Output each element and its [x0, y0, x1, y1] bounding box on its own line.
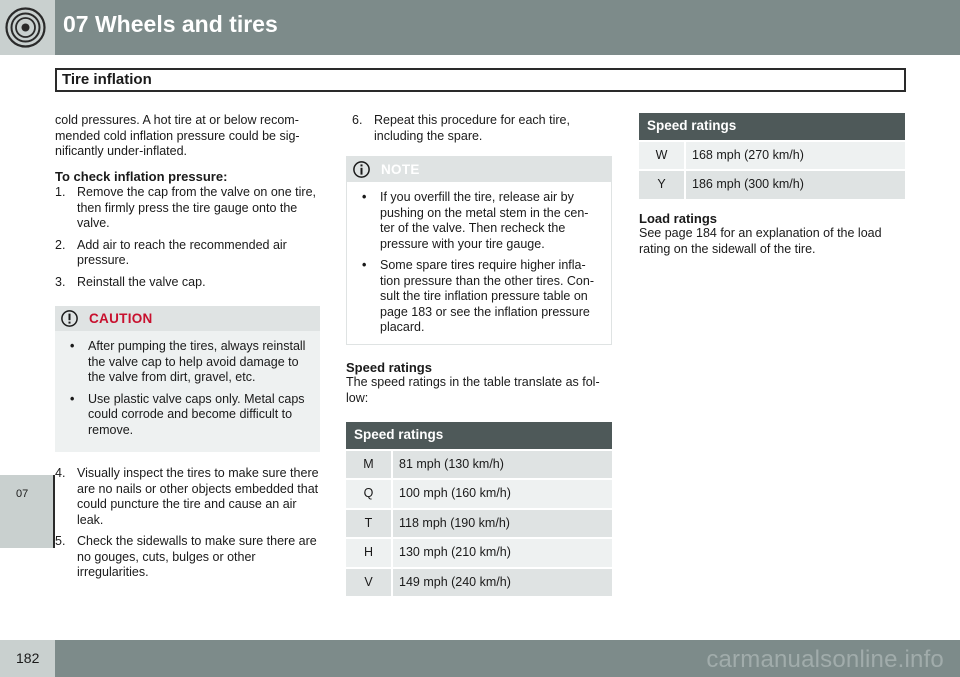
step-text: Add air to reach the recommended air pressure.	[77, 237, 287, 267]
steps-list-b	[55, 466, 320, 581]
page-number: 182	[16, 650, 40, 666]
steps-list-c	[346, 113, 612, 144]
exclamation-icon	[61, 310, 78, 327]
column-1	[55, 113, 320, 587]
speed-value: 100 mph (160 km/h)	[392, 479, 612, 509]
caution-list	[67, 339, 312, 438]
column-2	[346, 113, 612, 596]
step-number: 4.	[55, 466, 66, 480]
caution-item: • After pumping the tires, always reinstall the valve cap to help avoid damage to the valve from dirt, gravel, etc.	[67, 339, 312, 386]
step-text: Remove the cap from the valve on one tire, then firmly press the tire gauge onto the valve.	[77, 185, 317, 230]
column-3	[639, 113, 905, 263]
step-text: Repeat this procedure for each tire, including the spare.	[374, 113, 570, 143]
step-text: Check the sidewalls to make sure there are no gouges, cuts, bulges or other irregularities.	[77, 534, 317, 579]
speed-value: 118 mph (190 km/h)	[392, 509, 612, 539]
watermark: carmanualsonline.info	[706, 646, 944, 673]
speed-code: M	[346, 450, 392, 480]
caution-body	[55, 331, 320, 452]
note-item: • Some spare tires require higher infla- tion pressure than the other tires. Con- sult the tire inflation pressure table on page 183 or see the inflation pressure placard.	[359, 258, 603, 336]
step-number: 1.	[55, 185, 66, 199]
note-header	[347, 157, 611, 182]
caution-box	[55, 306, 320, 452]
table-row	[346, 538, 612, 568]
speed-ratings-heading: Speed ratings	[346, 359, 432, 375]
speed-value: 149 mph (240 km/h)	[392, 568, 612, 597]
speed-value: 186 mph (300 km/h)	[685, 170, 905, 199]
table-row	[346, 479, 612, 509]
steps-list-a	[55, 185, 320, 290]
step-item	[55, 466, 320, 528]
speed-ratings-table	[346, 422, 612, 596]
note-body	[347, 182, 611, 344]
step-number: 2.	[55, 237, 66, 252]
table-row	[346, 450, 612, 480]
table-row	[639, 141, 905, 171]
speed-code: Q	[346, 479, 392, 509]
speed-ratings-table-continued	[639, 113, 905, 199]
note-list	[359, 190, 603, 336]
chapter-tab	[0, 475, 55, 548]
speed-value: 130 mph (210 km/h)	[392, 538, 612, 568]
load-ratings-text: See page 184 for an explanation of the load rating on the sidewall of the tire.	[639, 226, 882, 256]
header-logo-box	[0, 0, 55, 55]
check-pressure-heading: To check inflation pressure:	[55, 168, 228, 184]
info-icon	[353, 161, 370, 178]
speed-ratings-intro: The speed ratings in the table translate as fol- low:	[346, 375, 600, 405]
chapter-title: 07 Wheels and tires	[63, 11, 278, 37]
speed-value: 168 mph (270 km/h)	[685, 141, 905, 171]
table-title: Speed ratings	[639, 113, 905, 141]
step-text: Reinstall the valve cap.	[77, 274, 206, 289]
speed-code: V	[346, 568, 392, 597]
section-title: Tire inflation	[62, 71, 152, 88]
step-number: 3.	[55, 274, 66, 289]
step-number: 6.	[352, 113, 363, 127]
section-title-box	[55, 68, 906, 92]
wheel-logo-icon	[5, 7, 46, 48]
table-row	[346, 568, 612, 597]
intro-paragraph: cold pressures. A hot tire at or below recom- mended cold inflation pressure could be sig- nificantly under-inflated.	[55, 113, 300, 158]
side-margin	[0, 55, 55, 640]
table-title: Speed ratings	[346, 422, 612, 450]
table-row	[346, 509, 612, 539]
step-number: 5.	[55, 534, 66, 548]
step-item	[55, 238, 320, 269]
chapter-tab-label: 07	[16, 488, 29, 500]
speed-value: 81 mph (130 km/h)	[392, 450, 612, 480]
load-ratings-heading: Load ratings	[639, 210, 718, 226]
step-text: Visually inspect the tires to make sure there are no nails or other objects embedded that could puncture the tire and cause an air leak.	[77, 466, 319, 527]
caution-label: CAUTION	[89, 311, 153, 326]
step-item	[352, 113, 612, 144]
note-item: • If you overfill the tire, release air by pushing on the metal stem in the cen- ter of the valve. Then recheck the pressure with your tire gauge.	[359, 190, 603, 252]
speed-code: T	[346, 509, 392, 539]
note-box	[346, 156, 612, 345]
speed-code: Y	[639, 170, 685, 199]
step-item	[55, 185, 320, 232]
speed-code: W	[639, 141, 685, 171]
step-item	[55, 534, 320, 581]
caution-item: • Use plastic valve caps only. Metal caps could corrode and become difficult to remove.	[67, 392, 312, 439]
step-item	[55, 275, 320, 291]
note-label: NOTE	[381, 162, 420, 177]
table-row	[639, 170, 905, 199]
caution-header	[55, 306, 320, 331]
speed-code: H	[346, 538, 392, 568]
